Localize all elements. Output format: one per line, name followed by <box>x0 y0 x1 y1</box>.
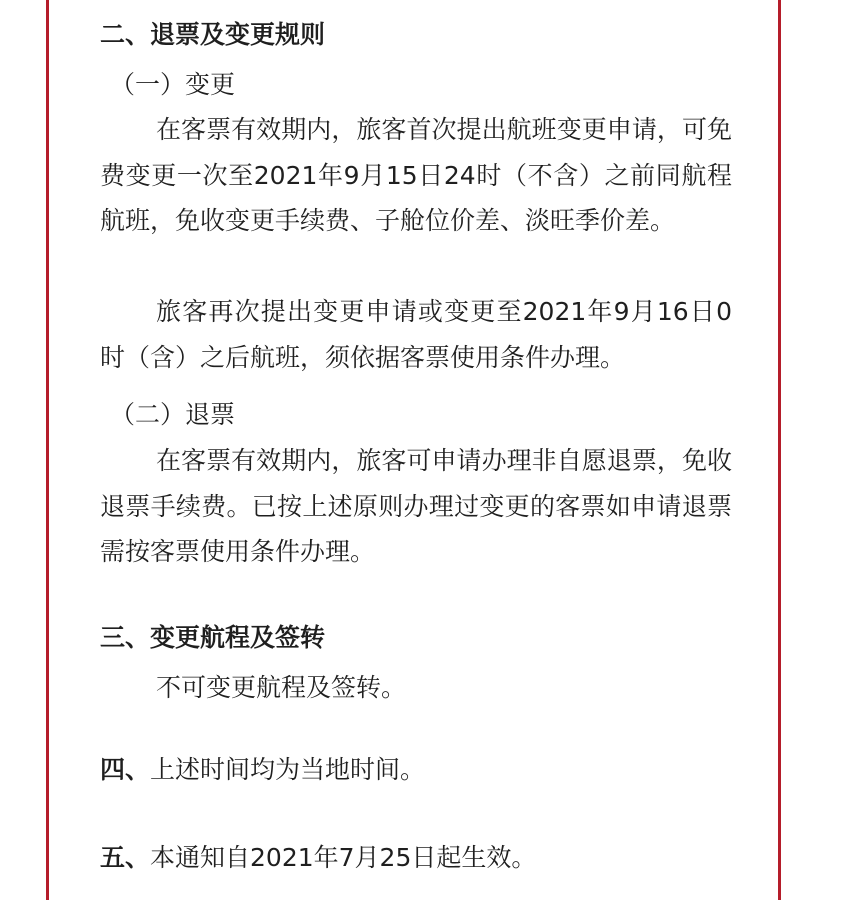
section-4-heading <box>100 752 425 788</box>
refund-paragraph: 在客票有效期内，旅客可申请办理非自愿退票，免收退票手续费。已按上述原则办理过变更的客票如申请退票需按客票使用条件办理。 <box>100 446 732 566</box>
right-red-border <box>778 0 781 900</box>
section-3-number: 三、 <box>100 623 151 652</box>
section-5-number: 五、 <box>100 843 151 872</box>
section-2-number: 二、 <box>100 20 151 49</box>
section-2-heading <box>100 17 325 53</box>
refund-subheading: （二）退票 <box>110 400 236 429</box>
change-subheading: （一）变更 <box>110 70 236 99</box>
section-4-number: 四、 <box>100 755 151 784</box>
section-3-title: 变更航程及签转 <box>150 623 326 652</box>
left-red-border <box>46 0 49 900</box>
change-paragraph-2: 旅客再次提出变更申请或变更至2021年9月16日0时（含）之后航班，须依据客票使用条件办理。 <box>100 297 732 372</box>
section-5-heading <box>100 840 536 876</box>
change-paragraph-1: 在客票有效期内，旅客首次提出航班变更申请，可免费变更一次至2021年9月15日24时（不含）之前同航程航班，免收变更手续费、子舱位价差、淡旺季价差。 <box>100 115 732 235</box>
section-4-text: 上述时间均为当地时间。 <box>150 755 426 784</box>
section-3-body: 不可变更航程及签转。 <box>156 673 407 702</box>
section-3-heading <box>100 620 325 656</box>
section-2-title: 退票及变更规则 <box>150 20 326 49</box>
section-5-text: 本通知自2021年7月25日起生效。 <box>150 843 537 872</box>
